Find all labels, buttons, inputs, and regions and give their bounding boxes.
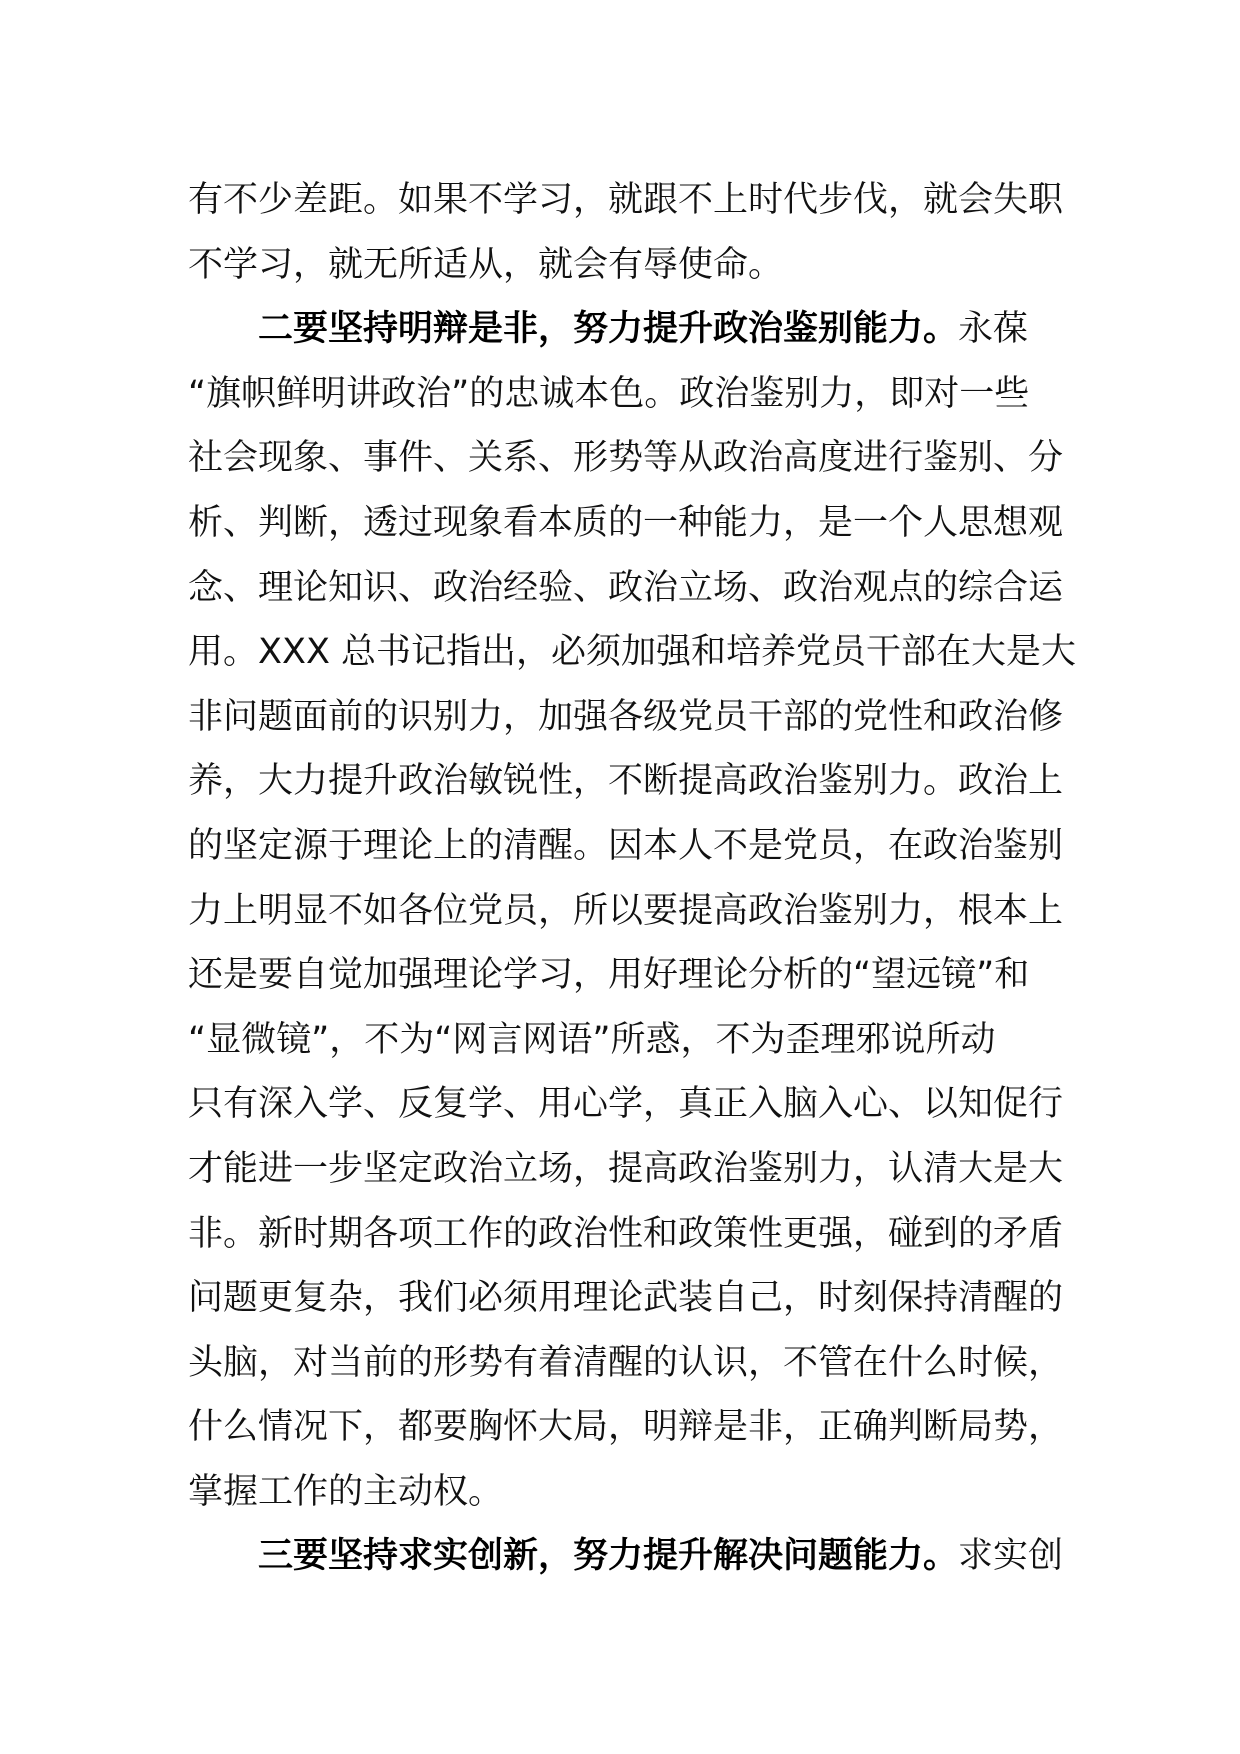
line-text: 社会现象、事件、关系、形势等从政治高度进行鉴别、分	[188, 438, 1064, 479]
paragraph-heading-line	[188, 297, 1068, 362]
text-line	[188, 1395, 1068, 1460]
section-heading: 三要坚持求实创新，努力提升解决问题能力。	[258, 1536, 959, 1577]
line-text: 还是要自觉加强理论学习，用好理论分析的“望远镜”和	[188, 955, 1030, 996]
text-line	[188, 749, 1068, 814]
text-line	[188, 943, 1068, 1008]
text-line	[188, 814, 1068, 879]
text-line	[188, 1331, 1068, 1396]
line-text: 非。新时期各项工作的政治性和政策性更强，碰到的矛盾	[188, 1213, 1064, 1254]
line-text: “旗帜鲜明讲政治”的忠诚本色。政治鉴别力，即对一些	[188, 373, 1030, 414]
line-text: 求实创	[958, 1536, 1064, 1577]
document-body	[188, 168, 1077, 1589]
text-line	[188, 426, 1068, 491]
text-line	[188, 168, 1068, 233]
text-line	[188, 1008, 1068, 1073]
line-text: 析、判断，透过现象看本质的一种能力，是一个人思想观	[188, 502, 1064, 543]
line-text: 什么情况下，都要胸怀大局，明辩是非，正确判断局势，	[188, 1407, 1064, 1448]
paragraph-heading-line	[188, 1524, 1068, 1589]
text-line	[188, 879, 1068, 944]
text-line	[188, 362, 1068, 427]
line-text: “显微镜”，不为“网言网语”所惑，不为歪理邪说所动	[188, 1019, 996, 1060]
text-line	[188, 620, 1077, 685]
line-text: 养，大力提升政治敏锐性，不断提高政治鉴别力。政治上	[188, 761, 1064, 802]
line-text: 力上明显不如各位党员，所以要提高政治鉴别力，根本上	[188, 890, 1064, 931]
section-heading: 二要坚持明辩是非，努力提升政治鉴别能力。	[258, 309, 959, 350]
line-text: 才能进一步坚定政治立场，提高政治鉴别力，认清大是大	[188, 1148, 1064, 1189]
text-line	[188, 1202, 1068, 1267]
line-text: 的坚定源于理论上的清醒。因本人不是党员，在政治鉴别	[188, 825, 1064, 866]
text-line	[188, 1072, 1068, 1137]
text-line	[188, 491, 1068, 556]
line-text: 用。XXX 总书记指出，必须加强和培养党员干部在大是大	[188, 632, 1077, 673]
line-text: 问题更复杂，我们必须用理论武装自己，时刻保持清醒的	[188, 1278, 1064, 1319]
line-text: 只有深入学、反复学、用心学，真正入脑入心、以知促行	[188, 1084, 1064, 1125]
line-text: 头脑，对当前的形势有着清醒的认识，不管在什么时候，	[188, 1342, 1064, 1383]
line-text: 掌握工作的主动权。	[188, 1471, 504, 1512]
line-text: 有不少差距。如果不学习，就跟不上时代步伐，就会失职	[188, 180, 1064, 220]
line-text: 永葆	[958, 309, 1029, 350]
text-line	[188, 556, 1068, 621]
text-line	[188, 233, 1068, 298]
line-text: 非问题面前的识别力，加强各级党员干部的党性和政治修	[188, 696, 1064, 737]
text-line	[188, 1460, 1068, 1525]
text-line	[188, 1266, 1068, 1331]
text-line	[188, 685, 1068, 750]
text-line	[188, 1137, 1068, 1202]
line-text: 念、理论知识、政治经验、政治立场、政治观点的综合运	[188, 567, 1064, 608]
line-text: 不学习，就无所适从，就会有辱使命。	[188, 244, 784, 285]
